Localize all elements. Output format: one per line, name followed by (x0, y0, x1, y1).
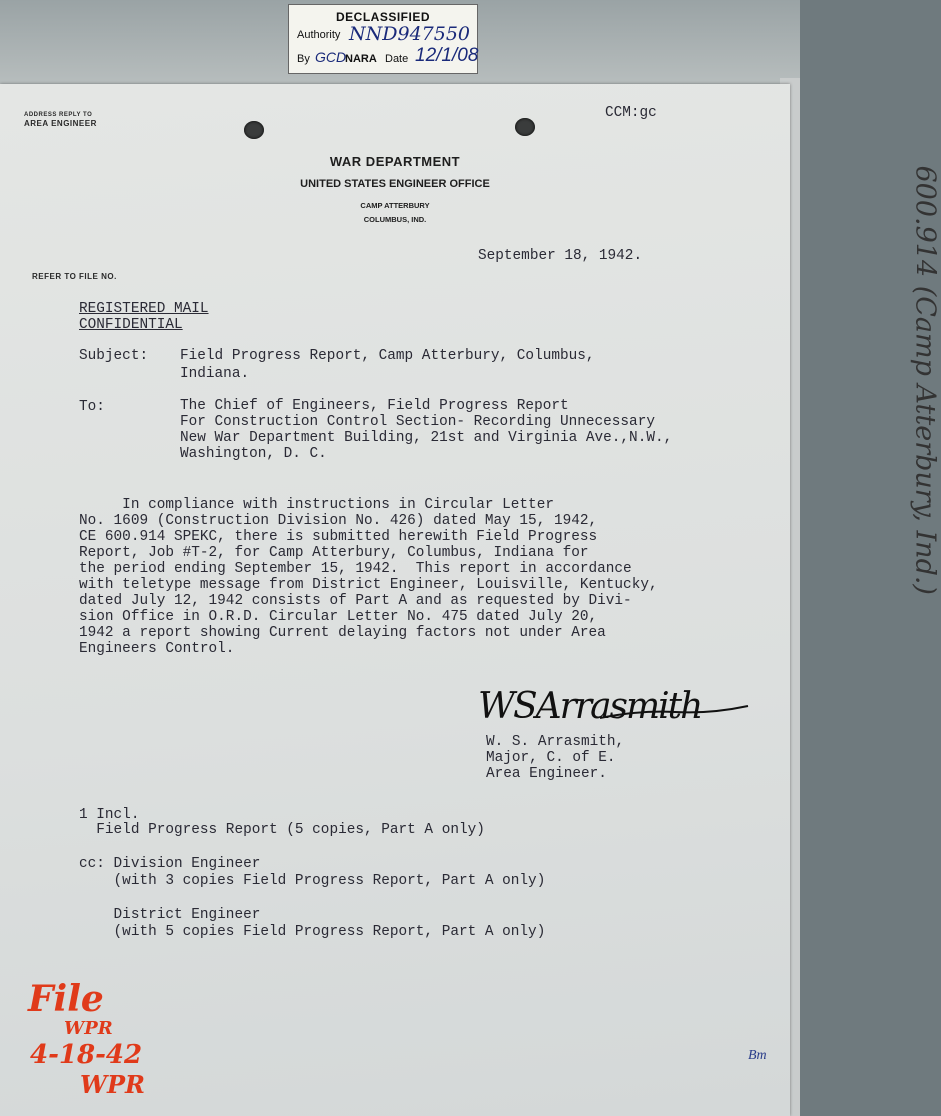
body-line: the period ending September 15, 1942. This report in accordance (79, 561, 632, 577)
enclosure-line: Field Progress Report (5 copies, Part A only) (79, 822, 485, 838)
registered-mail: REGISTERED MAIL (79, 301, 209, 317)
department-heading: WAR DEPARTMENT (329, 154, 461, 169)
refer-to-file-label: REFER TO FILE NO. (32, 272, 117, 281)
area-engineer-label: AREA ENGINEER (24, 119, 97, 128)
red-annotation: WPR (80, 1070, 145, 1099)
to-line: New War Department Building, 21st and Virginia Ave.,N.W., (180, 430, 673, 446)
body-line: CE 600.914 SPEKC, there is submitted herewith Field Progress (79, 529, 598, 545)
stamp-nara-label: NARA (345, 53, 377, 65)
body-line: 1942 a report showing Current delaying factors not under Area (79, 625, 606, 641)
punch-hole-right (515, 118, 535, 136)
signature-line: W. S. Arrasmith, (486, 734, 625, 750)
signature-line: Area Engineer. (486, 766, 607, 782)
office-heading: UNITED STATES ENGINEER OFFICE (300, 178, 490, 190)
stamp-date-value: 12/1/08 (415, 45, 479, 66)
subject-line: Indiana. (180, 366, 250, 382)
stamp-date-label: Date (385, 53, 409, 65)
blue-initials: Bm (748, 1048, 767, 1063)
cc-line: District Engineer (79, 907, 261, 923)
address-reply-label: ADDRESS REPLY TO (24, 112, 93, 118)
body-line: Report, Job #T-2, for Camp Atterbury, Columbus, Indiana for (79, 545, 589, 561)
location-line-2: COLUMBUS, IND. (363, 215, 427, 224)
reference-code: CCM:gc (605, 105, 657, 121)
body-line: with teletype message from District Engineer, Louisville, Kentucky, (79, 577, 658, 593)
cc-line: cc: Division Engineer (79, 856, 261, 872)
stamp-by-value: GCD (315, 49, 347, 65)
body-line: sion Office in O.R.D. Circular Letter No. 475 dated July 20, (79, 609, 598, 625)
location-line-1: CAMP ATTERBURY (360, 201, 430, 210)
stamp-authority-label: Authority (297, 29, 341, 41)
to-line: For Construction Control Section- Recording Unnecessary (180, 414, 655, 430)
signature-line: Major, C. of E. (486, 750, 616, 766)
body-line: Engineers Control. (79, 641, 235, 657)
to-line: The Chief of Engineers, Field Progress Report (180, 398, 569, 414)
subject-label: Subject: (79, 348, 149, 364)
to-line: Washington, D. C. (180, 446, 327, 462)
cc-line: (with 5 copies Field Progress Report, Part A only) (79, 924, 546, 940)
body-line: No. 1609 (Construction Division No. 426) dated May 15, 1942, (79, 513, 598, 529)
cc-line: (with 3 copies Field Progress Report, Part A only) (79, 873, 546, 889)
confidential-mark: CONFIDENTIAL (79, 317, 183, 333)
to-label: To: (79, 399, 105, 415)
stamp-title: DECLASSIFIED (335, 10, 430, 24)
subject-line: Field Progress Report, Camp Atterbury, Columbus, (180, 348, 595, 364)
margin-handwriting: 600.914 (Camp Atterbury, Ind.) (909, 165, 941, 595)
red-annotation: 4-18-42 (30, 1040, 143, 1070)
body-line: dated July 12, 1942 consists of Part A and as requested by Divi- (79, 593, 632, 609)
stamp-by-label: By (297, 53, 310, 65)
declassified-stamp (288, 4, 478, 74)
letter-date: September 18, 1942. (478, 248, 643, 264)
stamp-authority-value: NND947550 (349, 23, 471, 45)
signature-flourish (600, 700, 750, 730)
red-annotation: File (28, 978, 104, 1020)
red-annotation: WPR (64, 1018, 113, 1039)
enclosure-line: 1 Incl. (79, 807, 140, 823)
handwritten-signature: WSArrasmith (478, 686, 702, 727)
punch-hole-left (244, 121, 264, 139)
body-line: In compliance with instructions in Circular Letter (79, 497, 554, 513)
